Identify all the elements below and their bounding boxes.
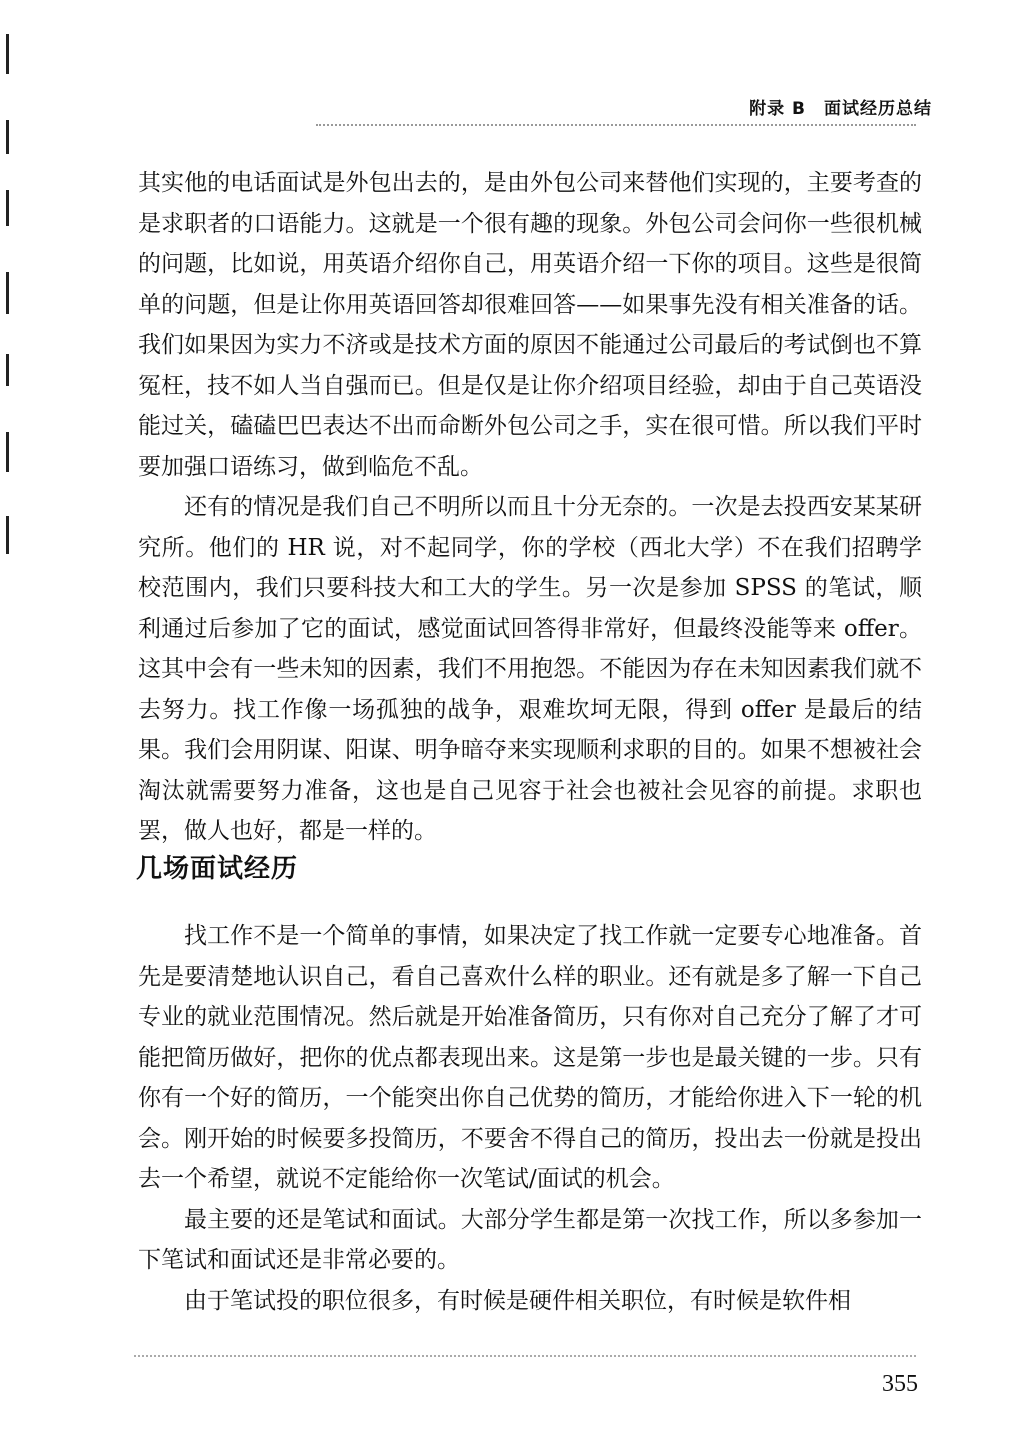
binding-edge-mark bbox=[6, 354, 9, 386]
body-paragraph: 找工作不是一个简单的事情，如果决定了找工作就一定要专心地准备。首先是要清楚地认识自己，看自己喜欢什么样的职业。还有就是多了解一下自己专业的就业范围情况。然后就是开始准备简历，只有你对自己充分了解了才可能把简历做好，把你的优点都表现出来。这是第一步也是最关键的一步。只有你有一个好的简历，一个能突出你自己优势的简历，才能给你进入下一轮的机会。刚开始的时候要多投简历，不要舍不得自己的简历，投出去一份就是投出去一个希望，就说不定能给你一次笔试/面试的机会。 bbox=[138, 923, 922, 1192]
binding-edge-mark bbox=[6, 272, 9, 314]
body-text-block bbox=[138, 916, 922, 1321]
section-heading: 几场面试经历 bbox=[136, 854, 299, 884]
binding-edge-mark bbox=[6, 120, 9, 154]
header-rule bbox=[316, 124, 916, 126]
binding-edge-mark bbox=[6, 34, 9, 74]
page-number: 355 bbox=[882, 1371, 918, 1397]
body-paragraph: 还有的情况是我们自己不明所以而且十分无奈的。一次是去投西安某某研究所。他们的 HR 说，对不起同学，你的学校（西北大学）不在我们招聘学校范围内，我们只要科技大和工大的学生。另一次是参加 SPSS 的笔试，顺利通过后参加了它的面试，感觉面试回答得非常好，但最终没能等来 offer。这其中会有一些未知的因素，我们不用抱怨。不能因为存在未知因素我们就不去努力。找工作像一场孤独的战争，艰难坎坷无限，得到 offer 是最后的结果。我们会用阴谋、阳谋、明争暗夺来实现顺利求职的目的。如果不想被社会淘汰就需要努力准备，这也是自己见容于社会也被社会见容的前提。求职也罢，做人也好，都是一样的。 bbox=[138, 494, 922, 844]
binding-edge-mark bbox=[6, 190, 9, 226]
body-text-block bbox=[138, 163, 922, 852]
footer-rule bbox=[134, 1355, 916, 1357]
body-paragraph: 其实他的电话面试是外包出去的，是由外包公司来替他们实现的，主要考查的是求职者的口语能力。这就是一个很有趣的现象。外包公司会问你一些很机械的问题，比如说，用英语介绍你自己，用英语介绍一下你的项目。这些是很简单的问题，但是让你用英语回答却很难回答——如果事先没有相关准备的话。我们如果因为实力不济或是技术方面的原因不能通过公司最后的考试倒也不算冤枉，技不如人当自强而已。但是仅是让你介绍项目经验，却由于自己英语没能过关，磕磕巴巴表达不出而命断外包公司之手，实在很可惜。所以我们平时要加强口语练习，做到临危不乱。 bbox=[138, 170, 922, 480]
running-header: 附录 B 面试经历总结 bbox=[749, 99, 932, 119]
body-paragraph: 最主要的还是笔试和面试。大部分学生都是第一次找工作，所以多参加一下笔试和面试还是非常必要的。 bbox=[138, 1206, 922, 1273]
body-paragraph: 由于笔试投的职位很多，有时候是硬件相关职位，有时候是软件相 bbox=[184, 1287, 851, 1314]
binding-edge-mark bbox=[6, 516, 9, 554]
binding-edge-mark bbox=[6, 432, 9, 472]
